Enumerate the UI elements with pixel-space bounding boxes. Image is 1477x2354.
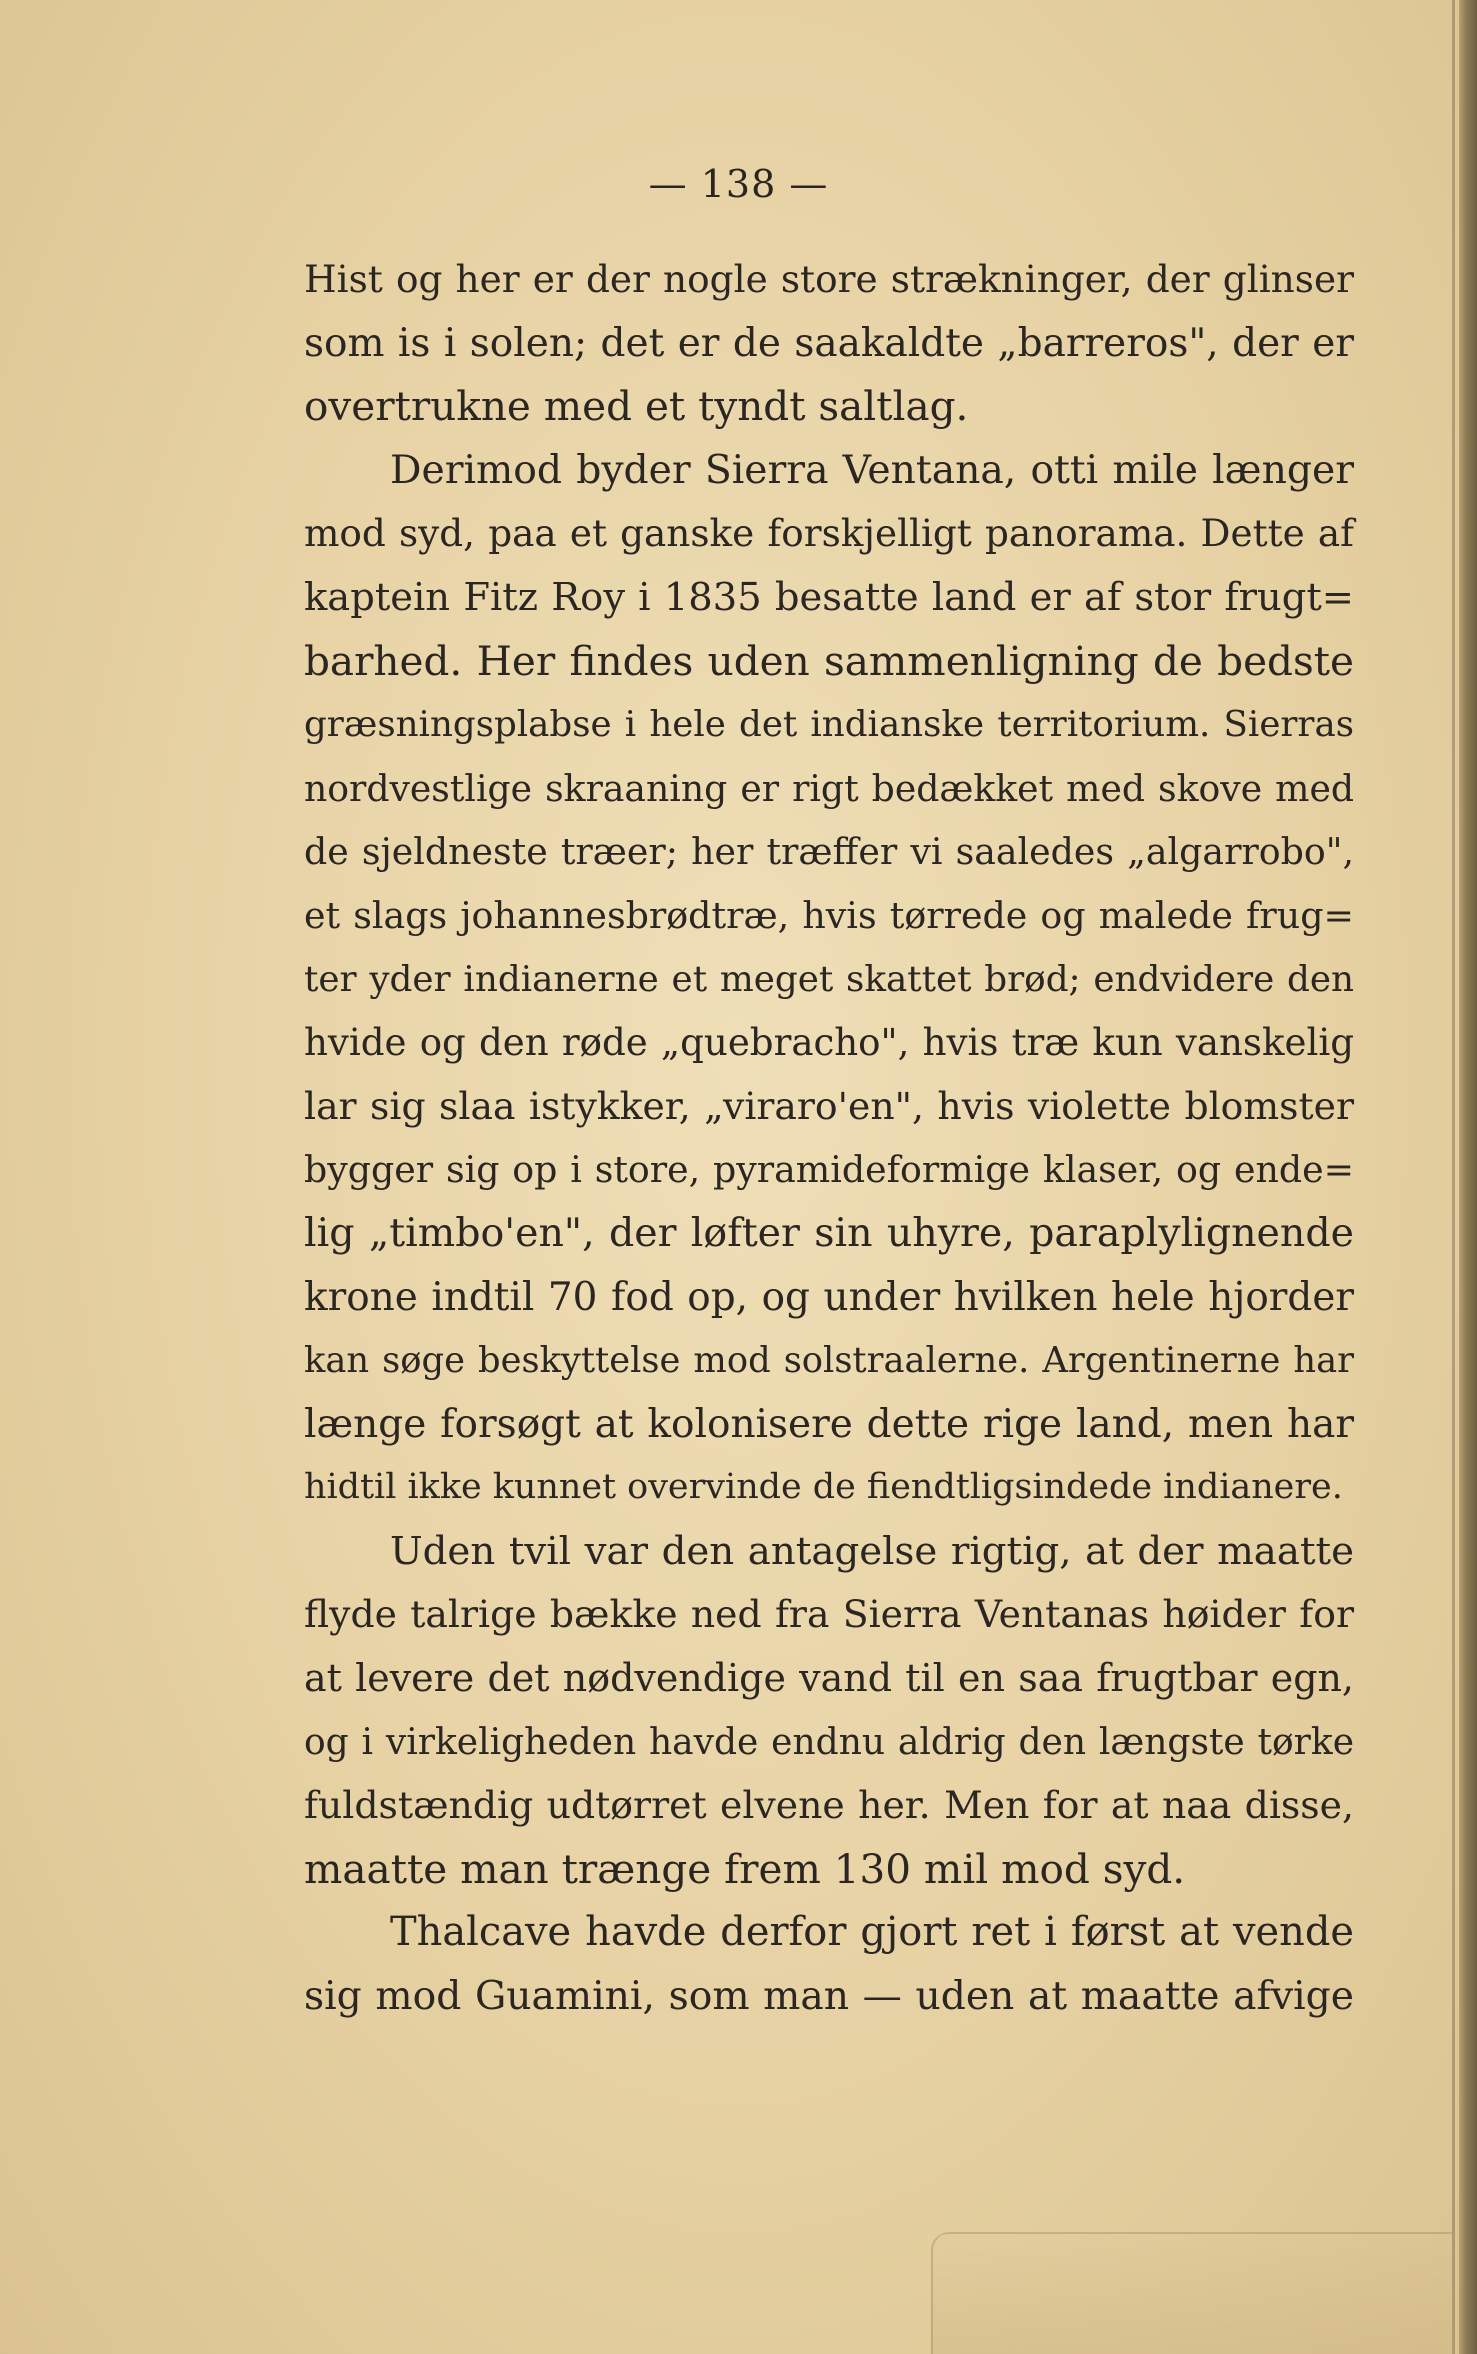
text-line: flyde talrige bække ned fra Sierra Ventanas høider for <box>304 1592 1354 1637</box>
text-line: fuldstændig udtørret elvene her. Men for at naa disse, <box>304 1783 1354 1828</box>
text-line: ter yder indianerne et meget skattet brød; endvidere den <box>304 958 1354 1000</box>
text-line: og i virkeligheden havde endnu aldrig den længste tørke <box>304 1721 1354 1763</box>
text-line: Derimod byder Sierra Ventana, otti mile længer <box>390 447 1354 493</box>
text-line: længe forsøgt at kolonisere dette rige land, men har <box>304 1401 1354 1447</box>
text-line: Thalcave havde derfor gjort ret i først at vende <box>390 1909 1354 1956</box>
book-spine <box>1459 0 1477 2354</box>
text-line: hidtil ikke kunnet overvinde de fiendtligsindede indianere. <box>304 1467 1343 1508</box>
text-line: hvide og den røde „quebracho", hvis træ kun vanskelig <box>304 1021 1354 1065</box>
body-text <box>304 248 1354 2029</box>
text-line: et slags johannesbrødtræ, hvis tørrede og malede frug= <box>304 893 1354 937</box>
text-line: græsningsplabse i hele det indianske territorium. Sierras <box>304 704 1354 746</box>
text-line: overtrukne med et tyndt saltlag. <box>304 382 969 431</box>
text-line: maatte man trænge frem 130 mil mod syd. <box>304 1844 1186 1893</box>
text-line: kan søge beskyttelse mod solstraalerne. Argentinerne har <box>304 1340 1354 1382</box>
text-line: at levere det nødvendige vand til en saa frugtbar egn, <box>304 1656 1354 1701</box>
text-line: kaptein Fitz Roy i 1835 besatte land er af stor frugt= <box>304 574 1354 620</box>
text-line: bygger sig op i store, pyramideformige klaser, og ende= <box>304 1148 1354 1192</box>
page-gutter-line <box>1452 0 1455 2354</box>
text-line: nordvestlige skraaning er rigt bedækket med skove med <box>304 766 1354 810</box>
text-line: barhed. Her findes uden sammenligning de bedste <box>304 636 1354 685</box>
text-line: lar sig slaa istykker, „viraro'en", hvis violette blomster <box>304 1083 1354 1128</box>
text-line: krone indtil 70 fod op, og under hvilken hele hjorder <box>304 1274 1354 1320</box>
text-line: lig „timbo'en", der løfter sin uhyre, paraplylignende <box>304 1209 1354 1256</box>
text-line: Uden tvil var den antagelse rigtig, at der maatte <box>390 1528 1354 1574</box>
page-corner-shadow <box>931 2232 1453 2354</box>
text-line: som is i solen; det er de saakaldte „barreros", der er <box>304 320 1354 366</box>
text-line: de sjeldneste træer; her træffer vi saaledes „algarrobo", <box>304 830 1354 874</box>
text-line: Hist og her er der nogle store strækninger, der glinser <box>304 257 1354 301</box>
text-line: sig mod Guamini, som man — uden at maatte afvige <box>304 1974 1354 2020</box>
text-line: mod syd, paa et ganske forskjelligt panorama. Dette af <box>304 511 1354 556</box>
page-number: — 138 — <box>648 162 829 206</box>
